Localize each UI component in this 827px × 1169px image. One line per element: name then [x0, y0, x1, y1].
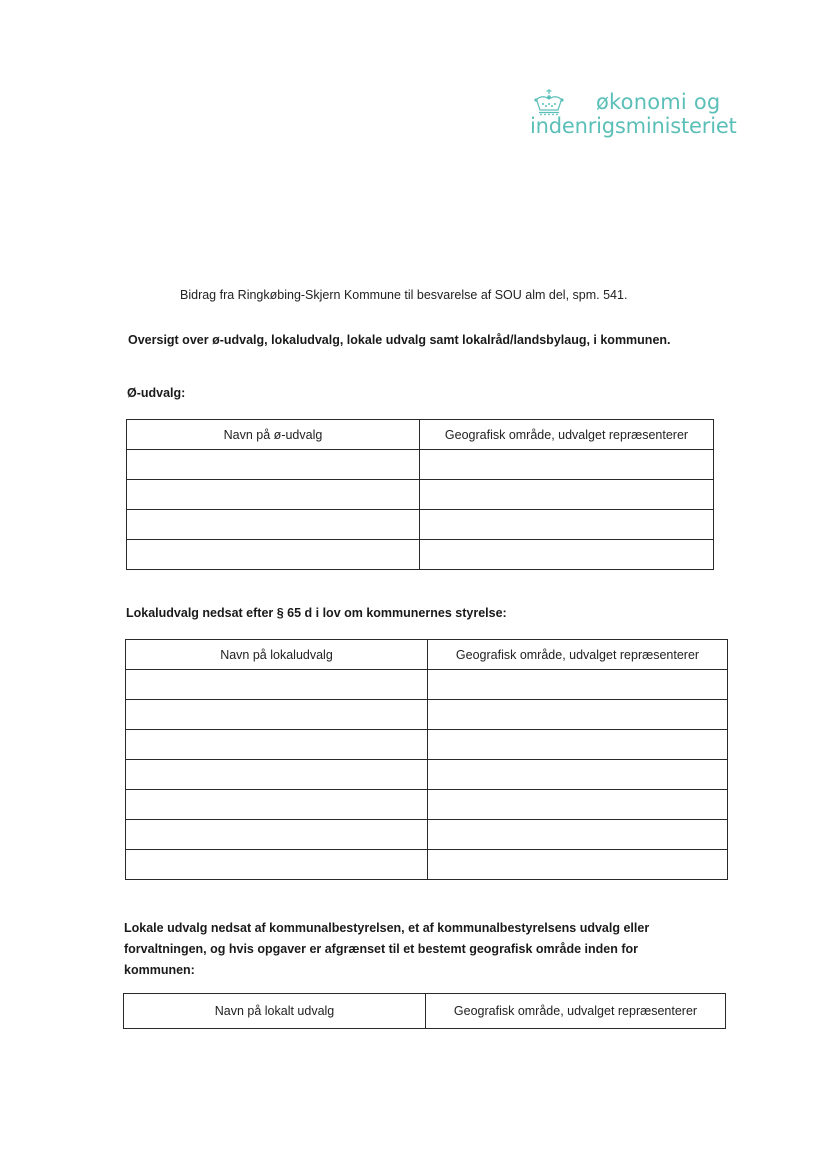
table-cell[interactable]	[428, 730, 728, 760]
logo-text-line1: økonomi og	[596, 90, 721, 114]
table-row	[126, 850, 728, 880]
table-row	[126, 820, 728, 850]
column-header-name: Navn på lokalt udvalg	[124, 994, 426, 1029]
table-row	[127, 540, 714, 570]
table-cell[interactable]	[428, 760, 728, 790]
table-cell[interactable]	[126, 700, 428, 730]
table-cell[interactable]	[127, 480, 420, 510]
section-heading-o-udvalg: Ø-udvalg:	[127, 386, 186, 400]
table-cell[interactable]	[420, 480, 714, 510]
section-heading-lokale-udvalg: Lokale udvalg nedsat af kommunalbestyrelsen, et af kommunalbestyrelsens udvalg eller forvaltningen, og hvis opgaver er afgrænset til et bestemt geografisk område inden for kommunen:	[124, 921, 650, 977]
table-cell[interactable]	[126, 790, 428, 820]
crown-icon	[532, 88, 566, 116]
column-header-area: Geografisk område, udvalget repræsenterer	[426, 994, 726, 1029]
table-row	[126, 670, 728, 700]
table-header-row	[127, 420, 714, 450]
column-header-name: Navn på lokaludvalg	[126, 640, 428, 670]
table-header-row	[124, 994, 726, 1029]
table-cell[interactable]	[428, 700, 728, 730]
table-row	[127, 450, 714, 480]
table-row	[127, 510, 714, 540]
main-heading: Oversigt over ø-udvalg, lokaludvalg, lokale udvalg samt lokalråd/landsbylaug, i kommunen.	[128, 333, 671, 347]
table-cell[interactable]	[428, 790, 728, 820]
table-cell[interactable]	[126, 670, 428, 700]
table-cell[interactable]	[428, 670, 728, 700]
table-cell[interactable]	[428, 850, 728, 880]
table-cell[interactable]	[127, 450, 420, 480]
table-row	[126, 700, 728, 730]
table-header-row	[126, 640, 728, 670]
table-o-udvalg	[126, 419, 714, 570]
table-lokaludvalg	[125, 639, 728, 880]
table-cell[interactable]	[126, 850, 428, 880]
table-cell[interactable]	[126, 760, 428, 790]
table-cell[interactable]	[428, 820, 728, 850]
table-cell[interactable]	[420, 540, 714, 570]
table-row	[126, 760, 728, 790]
table-cell[interactable]	[420, 510, 714, 540]
section-heading-lokaludvalg: Lokaludvalg nedsat efter § 65 d i lov om kommunernes styrelse:	[126, 606, 507, 620]
table-cell[interactable]	[127, 540, 420, 570]
logo-text-line2: indenrigsministeriet	[530, 114, 737, 138]
table-row	[126, 790, 728, 820]
table-lokale-udvalg	[123, 993, 726, 1029]
table-row	[126, 730, 728, 760]
table-row	[127, 480, 714, 510]
column-header-area: Geografisk område, udvalget repræsenterer	[420, 420, 714, 450]
table-cell[interactable]	[126, 730, 428, 760]
table-cell[interactable]	[126, 820, 428, 850]
table-cell[interactable]	[127, 510, 420, 540]
column-header-name: Navn på ø-udvalg	[127, 420, 420, 450]
intro-text: Bidrag fra Ringkøbing-Skjern Kommune til besvarelse af SOU alm del, spm. 541.	[180, 288, 628, 302]
column-header-area: Geografisk område, udvalget repræsenterer	[428, 640, 728, 670]
ministry-logo	[528, 86, 737, 146]
table-cell[interactable]	[420, 450, 714, 480]
